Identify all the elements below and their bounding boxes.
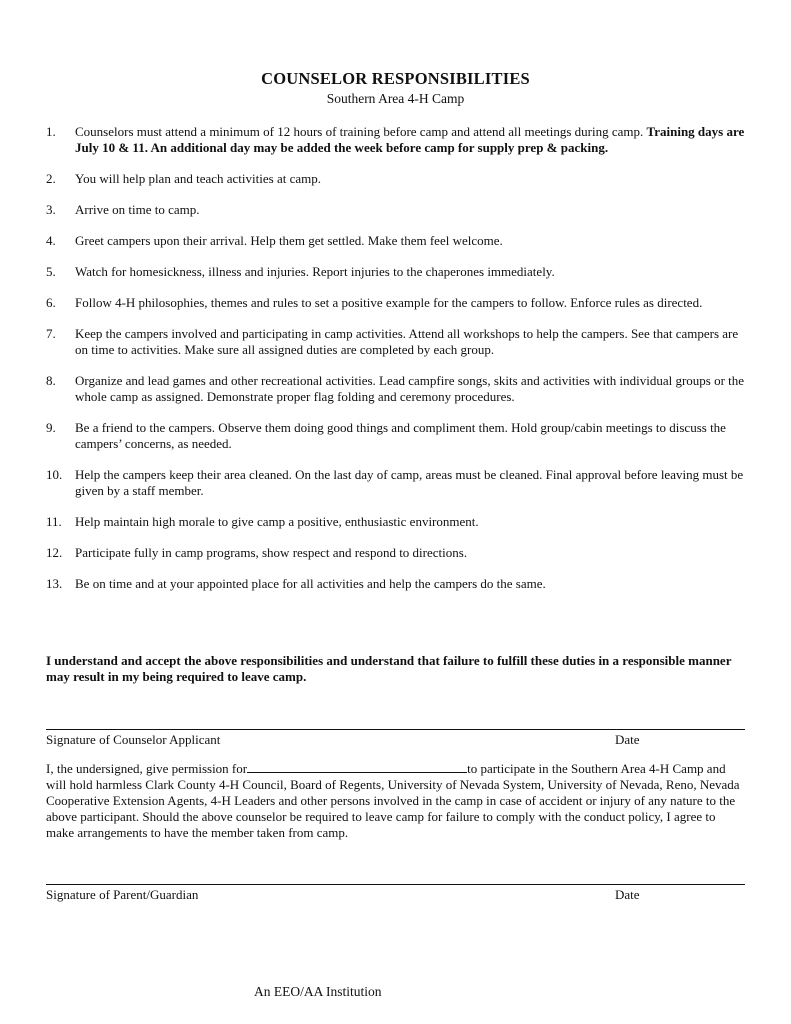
counselor-signature-line[interactable] <box>46 729 745 730</box>
footer-text: An EEO/AA Institution <box>254 984 382 999</box>
list-item <box>46 373 750 405</box>
permission-text-start: I, the undersigned, give permission for <box>46 761 248 776</box>
list-item <box>46 202 750 218</box>
list-item <box>46 233 750 249</box>
parent-permission-paragraph <box>46 761 746 841</box>
list-item <box>46 514 750 530</box>
item-text: Watch for homesickness, illness and injuries. Report injuries to the chaperones immediately. <box>75 264 555 279</box>
item-bold-text: Training days are July 10 & 11. An additional day may be added the week before camp for supply prep & packing. <box>75 124 745 155</box>
item-text: Be a friend to the campers. Observe them doing good things and compliment them. Hold group/cabin meetings to discuss the campers’ concerns, as needed. <box>75 420 726 451</box>
list-item <box>46 326 750 358</box>
list-item <box>46 264 750 280</box>
item-text: Participate fully in camp programs, show respect and respond to directions. <box>75 545 468 560</box>
item-number: 3. <box>46 202 56 217</box>
item-number: 9. <box>46 420 56 435</box>
item-text: Arrive on time to camp. <box>75 202 200 217</box>
item-text: You will help plan and teach activities at camp. <box>75 171 321 186</box>
item-text: Help maintain high morale to give camp a positive, enthusiastic environment. <box>75 514 479 529</box>
item-number: 4. <box>46 233 56 248</box>
responsibilities-list <box>46 124 750 607</box>
item-number: 12. <box>46 545 63 560</box>
item-text: Be on time and at your appointed place for all activities and help the campers do the same. <box>75 576 546 591</box>
list-item <box>46 467 750 499</box>
agreement-statement: I understand and accept the above responsibilities and understand that failure to fulfill these duties in a responsible manner may result in my being required to leave camp. <box>46 653 732 684</box>
item-number: 8. <box>46 373 56 388</box>
item-text: Keep the campers involved and participating in camp activities. Attend all workshops to help the campers. See that campers are on time to activities. Make sure all assigned duties are completed by each group. <box>75 326 739 357</box>
page-subtitle: Southern Area 4-H Camp <box>326 91 465 106</box>
item-number: 10. <box>46 467 63 482</box>
counselor-date-label: Date <box>615 732 640 747</box>
item-number: 6. <box>46 295 56 310</box>
item-number: 11. <box>46 514 62 529</box>
item-number: 13. <box>46 576 63 591</box>
parent-date-label: Date <box>615 887 640 902</box>
counselor-signature-label: Signature of Counselor Applicant <box>46 732 221 747</box>
list-item <box>46 576 750 592</box>
permission-text-end: to participate in the Southern Area 4-H Camp and will hold harmless Clark County 4-H Council, Board of Regents, University of Nevada System, University of Nevada, Reno, Nevada Cooperative Extension Agents, 4-H Leaders and other persons involved in the camp in case of accident or injury of any nature to the above participant. Should the above counselor be required to leave camp for failure to comply with the conduct policy, I agree to make arrangements to have the member taken from camp. <box>46 761 740 840</box>
item-number: 2. <box>46 171 56 186</box>
parent-signature-label: Signature of Parent/Guardian <box>46 887 199 902</box>
list-item <box>46 545 750 561</box>
item-text: Counselors must attend a minimum of 12 hours of training before camp and attend all meetings during camp. <box>75 124 644 139</box>
page-title: COUNSELOR RESPONSIBILITIES <box>261 69 530 88</box>
list-item <box>46 420 750 452</box>
list-item <box>46 295 750 311</box>
item-text: Greet campers upon their arrival. Help them get settled. Make them feel welcome. <box>75 233 503 248</box>
item-text: Follow 4-H philosophies, themes and rules to set a positive example for the campers to follow. Enforce rules as directed. <box>75 295 703 310</box>
item-number: 5. <box>46 264 56 279</box>
participant-name-blank[interactable] <box>247 761 467 773</box>
item-number: 1. <box>46 124 56 139</box>
item-text: Organize and lead games and other recreational activities. Lead campfire songs, skits and activities with individual groups or the whole camp as assigned. Demonstrate proper flag folding and ceremony procedures. <box>75 373 745 404</box>
list-item <box>46 171 750 187</box>
parent-signature-line[interactable] <box>46 884 745 885</box>
item-text: Help the campers keep their area cleaned. On the last day of camp, areas must be cleaned. Final approval before leaving must be given by a staff member. <box>75 467 744 498</box>
item-number: 7. <box>46 326 56 341</box>
list-item <box>46 124 750 156</box>
